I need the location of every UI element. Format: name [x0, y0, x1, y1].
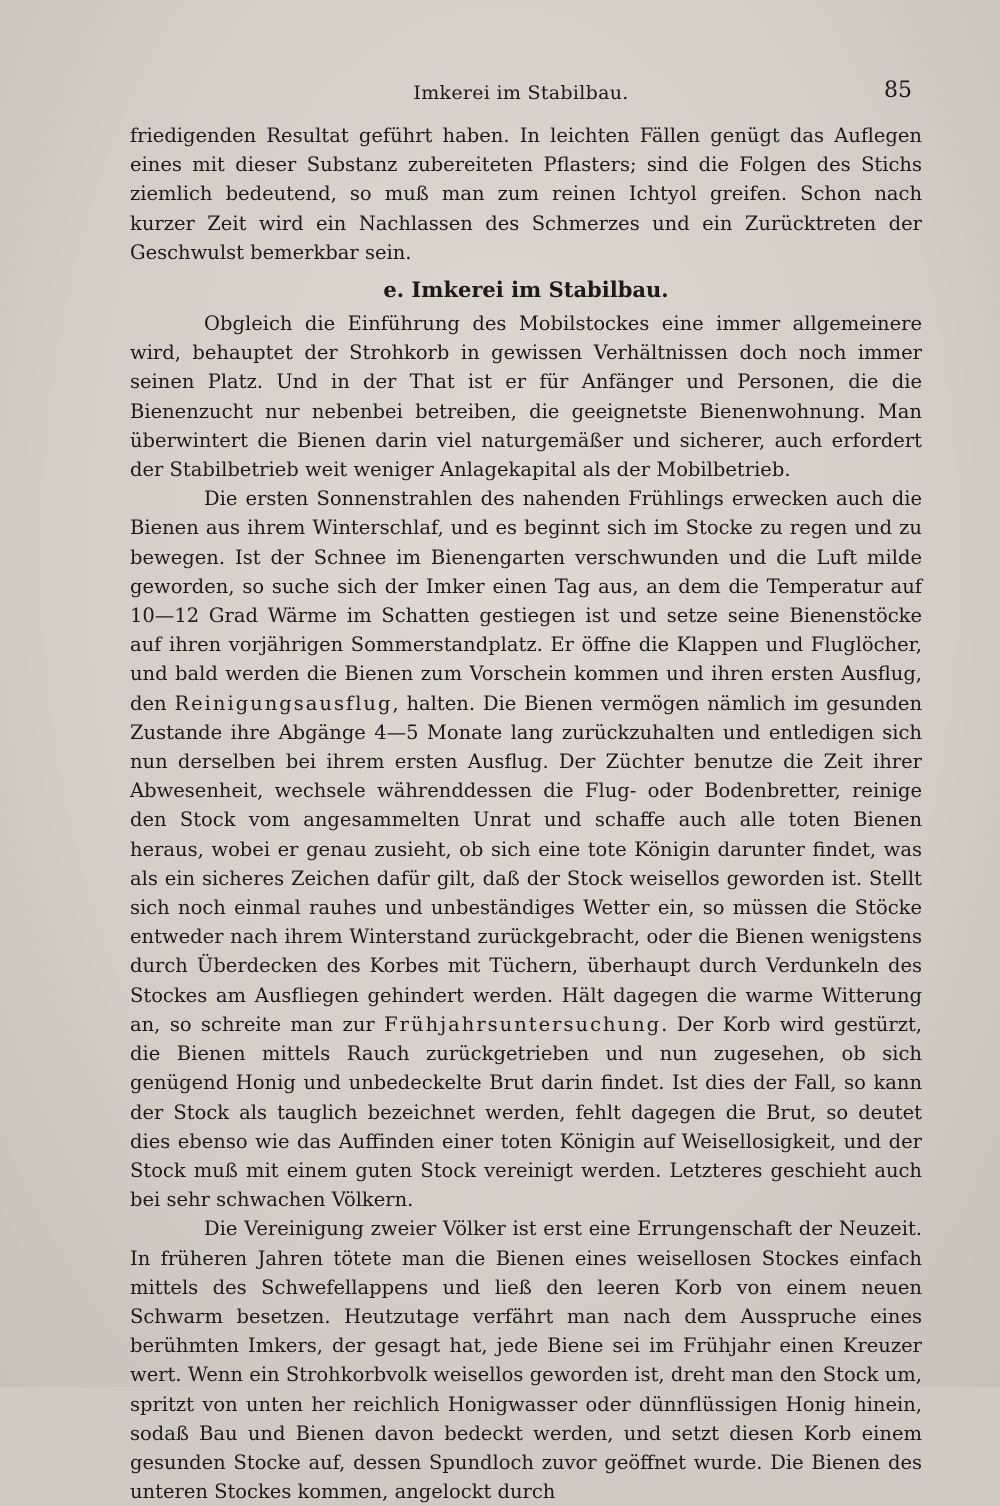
paragraph: [130, 484, 922, 1214]
emphasized-term: Frühjahrsuntersuchung: [384, 1012, 662, 1036]
paragraph-text: Die ersten Sonnenstrahlen des nahenden Frühlings erwecken auch die Bienen aus ihrem Winterschlaf, und es beginnt sich im Stocke zu regen und zu bewegen. Ist der Schnee im Bienengarten verschwunden und die Luft milde geworden, so suche sich der Imker einen Tag aus, an dem die Temperatur auf 10—12 Grad Wärme im Schatten gestiegen ist und setze seine Bienenstöcke auf ihren vorjährigen Sommerstandplatz. Er öffne die Klappen und Fluglöcher, und bald werden die Bienen zum Vorschein kommen und ihren ersten Ausflug, den: [130, 487, 922, 715]
section-heading: [130, 275, 922, 305]
paragraph-text: . Der Korb wird gestürzt, die Bienen mittels Rauch zurückgetrieben und nun zugesehen, ob sich genügend Honig und unbedeckelte Brut darin findet. Ist dies der Fall, so kann der Stock als tauglich bezeichnet werden, fehlt dagegen die Brut, so deutet dies ebenso wie das Auffinden einer toten Königin auf Weisellosigkeit, und der Stock muß mit einem guten Stock vereinigt werden. Letzteres geschieht auch bei sehr schwachen Völkern.: [130, 1012, 922, 1212]
paragraph-continued: friedigenden Resultat geführt haben. In leichten Fällen genügt das Auflegen eines mit dieser Substanz zubereiteten Pflasters; sind die Folgen des Stichs ziemlich bedeutend, so muß man zum reinen Ichtyol greifen. Schon nach kurzer Zeit wird ein Nachlassen des Schmerzes und ein Zurücktreten der Geschwulst bemerkbar sein.: [130, 124, 922, 264]
section-title: Imkerei im Stabilbau.: [411, 277, 669, 303]
paragraph-text: , halten. Die Bienen vermögen nämlich im gesunden Zustande ihre Abgänge 4—5 Monate lang zurückzuhalten und entledigen sich nun derselben bei ihrem ersten Ausflug. Der Züchter benutze die Zeit ihrer Abwesenheit, wechsele währenddessen die Flug- oder Bodenbretter, reinige den Stock vom angesammelten Unrat und schaffe auch alle toten Bienen heraus, wobei er genau zusieht, ob sich eine tote Königin darunter findet, was als ein sicheres Zeichen dafür gilt, daß der Stock weisellos geworden ist. Stellt sich noch einmal rauhes und unbeständiges Wetter ein, so müssen die Stöcke entweder nach ihrem Winterstand zurückgebracht, oder die Bienen wenigstens durch Überdecken des Korbes mit Tüchern, überhaupt durch Verdunkeln des Stockes am Ausfliegen gehindert werden. Hält dagegen die warme Witterung an, so schreite man zur: [130, 691, 923, 1036]
page-header: [130, 78, 912, 112]
body-text: [130, 121, 922, 1506]
paragraph: Die Vereinigung zweier Völker ist erst eine Errungenschaft der Neuzeit. In früheren Jahren tötete man die Bienen eines weisellosen Stockes einfach mittels des Schwefellappens und ließ den leeren Korb von einem neuen Schwarm besetzen. Heutzutage verfährt man nach dem Ausspruche eines berühmten Imkers, der gesagt hat, jede Biene sei im Frühjahr einen Kreuzer wert. Wenn ein Strohkorbvolk weisellos geworden ist, dreht man den Stock um, spritzt von unten her reichlich Honigwasser oder dünnflüssigen Honig hinein, sodaß Bau und Bienen davon bedeckt werden, und setzt diesen Korb einem gesunden Stocke auf, dessen Spundloch zuvor geöffnet wurde. Die Bienen des unteren Stockes kommen, angelockt durch: [130, 1217, 922, 1504]
section-letter: e.: [383, 277, 405, 303]
emphasized-term: Reinigungsausflug: [174, 691, 393, 715]
page-number: 85: [884, 78, 912, 103]
paragraph: Obgleich die Einführung des Mobilstockes eine immer allgemeinere wird, behauptet der Strohkorb in gewissen Verhältnissen doch noch immer seinen Platz. Und in der That ist er für Anfänger und Personen, die die Bienenzucht nur nebenbei betreiben, die geeignetste Bienenwohnung. Man überwintert die Bienen darin viel naturgemäßer und sicherer, auch erfordert der Stabilbetrieb weit weniger Anlagekapital als der Mobilbetrieb.: [130, 312, 922, 482]
running-title: Imkerei im Stabilbau.: [413, 82, 629, 104]
